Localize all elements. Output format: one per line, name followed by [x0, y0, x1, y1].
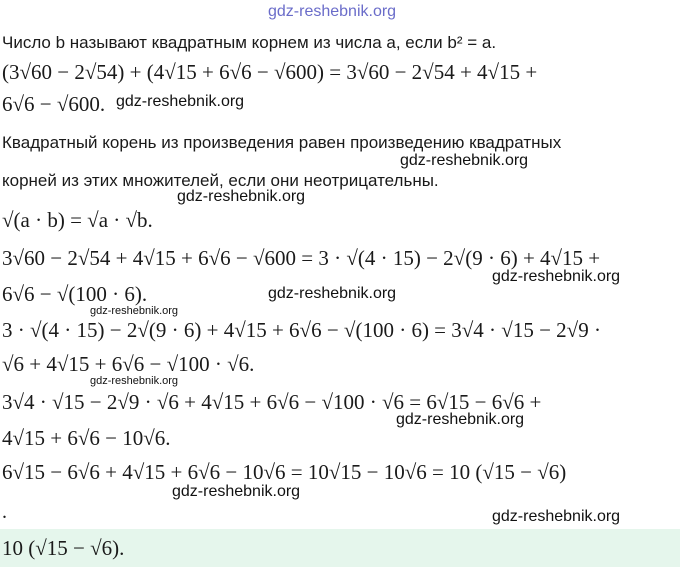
watermark: gdz-reshebnik.org — [400, 152, 529, 169]
answer-text: 10 (√15 − √6). — [2, 536, 125, 560]
equation-line-1: (3√60 − 2√54) + (4√15 + 6√6 − √600) = 3√60 − 2√54 + 4√15 + — [2, 60, 538, 84]
watermark: gdz-reshebnik.org — [90, 305, 179, 317]
step-4-line-1: 6√15 − 6√6 + 4√15 + 6√6 − 10√6 = 10√15 − 10√6 = 10 (√15 − √6) — [2, 460, 567, 484]
step-3-line-2: 4√15 + 6√6 − 10√6. — [2, 426, 171, 450]
definition-text: Число b называют квадратным корнем из числа a, если b² = a. — [2, 33, 497, 52]
rule-text-line-2: корней из этих множителей, если они неотрицательны. — [2, 171, 439, 190]
trailing-period: . — [2, 501, 7, 523]
watermark: gdz-reshebnik.org — [177, 188, 306, 205]
rule-formula: √(a · b) = √a · √b. — [2, 208, 153, 232]
watermark-top: gdz-reshebnik.org — [268, 3, 397, 20]
watermark: gdz-reshebnik.org — [396, 411, 525, 428]
step-2-line-2: √6 + 4√15 + 6√6 − √100 · √6. — [2, 352, 255, 376]
step-1-line-2: 6√6 − √(100 · 6). — [2, 282, 148, 306]
step-3-line-1: 3√4 · √15 − 2√9 · √6 + 4√15 + 6√6 − √100 · √6 = 6√15 − 6√6 + — [2, 390, 542, 414]
watermark: gdz-reshebnik.org — [90, 375, 179, 387]
equation-line-2: 6√6 − √600. — [2, 92, 106, 116]
watermark: gdz-reshebnik.org — [116, 93, 245, 110]
watermark: gdz-reshebnik.org — [492, 268, 621, 285]
step-2-line-1: 3 · √(4 · 15) − 2√(9 · 6) + 4√15 + 6√6 − √(100 · 6) = 3√4 · √15 − 2√9 · — [2, 318, 601, 342]
watermark: gdz-reshebnik.org — [268, 285, 397, 302]
watermark: gdz-reshebnik.org — [172, 483, 301, 500]
watermark: gdz-reshebnik.org — [492, 508, 621, 525]
step-1-line-1: 3√60 − 2√54 + 4√15 + 6√6 − √600 = 3 · √(4 · 15) − 2√(9 · 6) + 4√15 + — [2, 246, 601, 270]
rule-text-line-1: Квадратный корень из произведения равен произведению квадратных — [2, 133, 562, 152]
